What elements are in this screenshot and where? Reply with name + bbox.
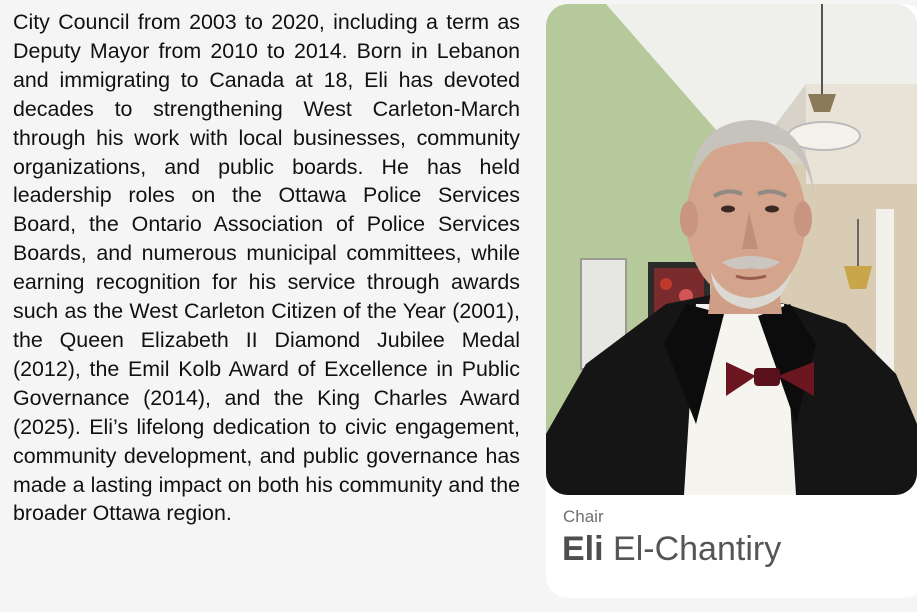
profile-first-name: Eli	[562, 530, 604, 568]
profile-card	[546, 4, 917, 598]
profile-photo	[546, 4, 917, 495]
profile-role: Chair	[563, 507, 604, 526]
profile-name	[562, 530, 781, 569]
profile-last-name: El-Chantiry	[613, 530, 782, 568]
bio-paragraph: City Council from 2003 to 2020, including a term as Deputy Mayor from 2010 to 2014. Born in Lebanon and immigrating to Canada at 18, Eli has devoted decades to strengthening West Carleton-March through his work with local businesses, community organizations, and public boards. He has held leadership roles on the Ottawa Police Services Board, the Ontario Association of Police Services Boards, and numerous municipal committees, while earning recognition for his service through awards such as the West Carleton Citizen of the Year (2001), the Queen Elizabeth II Diamond Jubilee Medal (2012), the Emil Kolb Award of Excellence in Public Governance (2014), and the King Charles Award (2025). Eli’s lifelong dedication to civic engagement, community development, and public governance has made a lasting impact on both his community and the broader Ottawa region.	[13, 10, 520, 526]
